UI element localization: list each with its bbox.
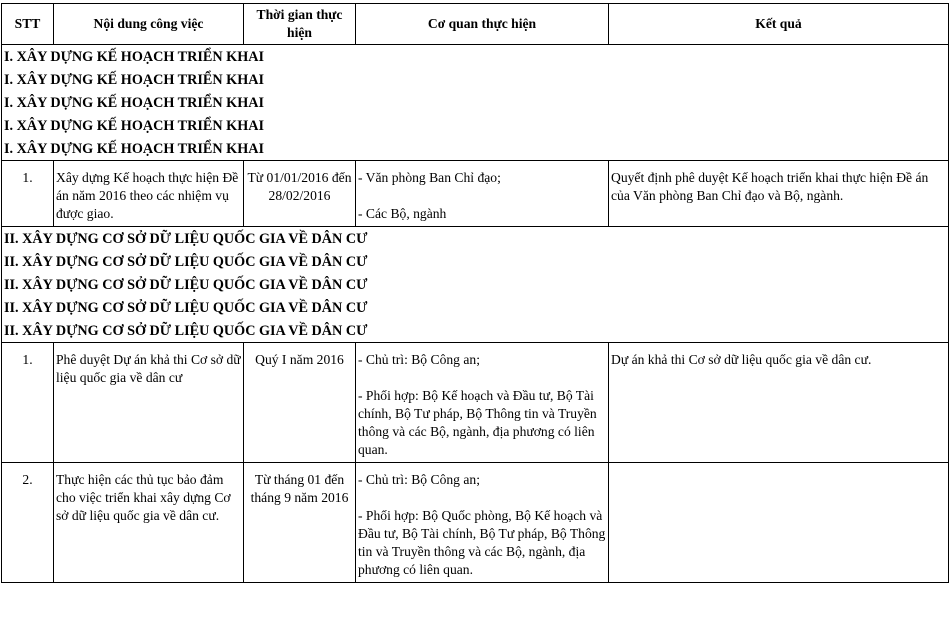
section-title-text: II. XÂY DỰNG CƠ SỞ DỮ LIỆU QUỐC GIA VỀ DÂN CƯ [4,276,368,293]
section-row [2,227,949,251]
section-title-text: I. XÂY DỰNG KẾ HOẠCH TRIỂN KHAI [4,94,264,111]
section-row [2,319,949,343]
section-row [2,114,949,137]
section-title [2,319,949,343]
row-content: Phê duyệt Dự án khả thi Cơ sở dữ liệu quốc gia về dân cư [54,343,244,463]
section-title-text: I. XÂY DỰNG KẾ HOẠCH TRIỂN KHAI [4,140,264,157]
row-result: Quyết định phê duyệt Kế hoạch triển khai thực hiện Đề án của Văn phòng Ban Chỉ đạo và Bộ, ngành. [609,161,949,227]
agency-lead: - Chủ trì: Bộ Công an; [358,472,480,487]
section-title [2,296,949,319]
section-title [2,91,949,114]
section-title-text: II. XÂY DỰNG CƠ SỞ DỮ LIỆU QUỐC GIA VỀ DÂN CƯ [4,253,368,270]
row-agency [356,343,609,463]
agency-lead: - Chủ trì: Bộ Công an; [358,352,480,367]
section-title [2,227,949,251]
section-row [2,91,949,114]
header-result: Kết quả [609,4,949,45]
section-title-text: I. XÂY DỰNG KẾ HOẠCH TRIỂN KHAI [4,71,264,88]
row-content: Xây dựng Kế hoạch thực hiện Đề án năm 2016 theo các nhiệm vụ được giao. [54,161,244,227]
task-table [1,3,949,583]
section-title [2,45,949,69]
table-row [2,463,949,583]
agency-support: - Các Bộ, ngành [358,206,447,221]
header-stt: STT [2,4,54,45]
section-row [2,68,949,91]
section-row [2,137,949,161]
row-content: Thực hiện các thủ tục bảo đảm cho việc triển khai xây dựng Cơ sở dữ liệu quốc gia về dân cư. [54,463,244,583]
section-title [2,137,949,161]
row-agency [356,161,609,227]
row-agency [356,463,609,583]
section-title [2,114,949,137]
agency-support: - Phối hợp: Bộ Quốc phòng, Bộ Kế hoạch và Đầu tư, Bộ Tài chính, Bộ Tư pháp, Bộ Thông tin và Truyền thông và các Bộ, ngành, địa phương có liên quan. [358,508,606,577]
row-result: Dự án khả thi Cơ sở dữ liệu quốc gia về dân cư. [609,343,949,463]
row-stt: 2. [2,463,54,583]
section-title [2,250,949,273]
table-row [2,161,949,227]
row-time: Từ 01/01/2016 đến 28/02/2016 [244,161,356,227]
section-title [2,68,949,91]
table-row [2,343,949,463]
section-row [2,250,949,273]
section-title-text: I. XÂY DỰNG KẾ HOẠCH TRIỂN KHAI [4,48,264,65]
agency-lead: - Văn phòng Ban Chỉ đạo; [358,170,501,185]
row-time: Từ tháng 01 đến tháng 9 năm 2016 [244,463,356,583]
agency-support: - Phối hợp: Bộ Kế hoạch và Đầu tư, Bộ Tài chính, Bộ Tư pháp, Bộ Thông tin và Truyền thông và các Bộ, ngành, địa phương có liên quan. [358,388,597,457]
row-stt: 1. [2,343,54,463]
section-title-text: II. XÂY DỰNG CƠ SỞ DỮ LIỆU QUỐC GIA VỀ DÂN CƯ [4,230,368,247]
row-stt: 1. [2,161,54,227]
header-agency: Cơ quan thực hiện [356,4,609,45]
row-result [609,463,949,583]
section-title-text: I. XÂY DỰNG KẾ HOẠCH TRIỂN KHAI [4,117,264,134]
section-row [2,273,949,296]
section-title-text: II. XÂY DỰNG CƠ SỞ DỮ LIỆU QUỐC GIA VỀ DÂN CƯ [4,322,368,339]
section-title-text: II. XÂY DỰNG CƠ SỞ DỮ LIỆU QUỐC GIA VỀ DÂN CƯ [4,299,368,316]
section-title [2,273,949,296]
header-row [2,4,949,45]
section-row [2,296,949,319]
section-row [2,45,949,69]
header-content: Nội dung công việc [54,4,244,45]
row-time: Quý I năm 2016 [244,343,356,463]
header-time: Thời gian thực hiện [244,4,356,45]
